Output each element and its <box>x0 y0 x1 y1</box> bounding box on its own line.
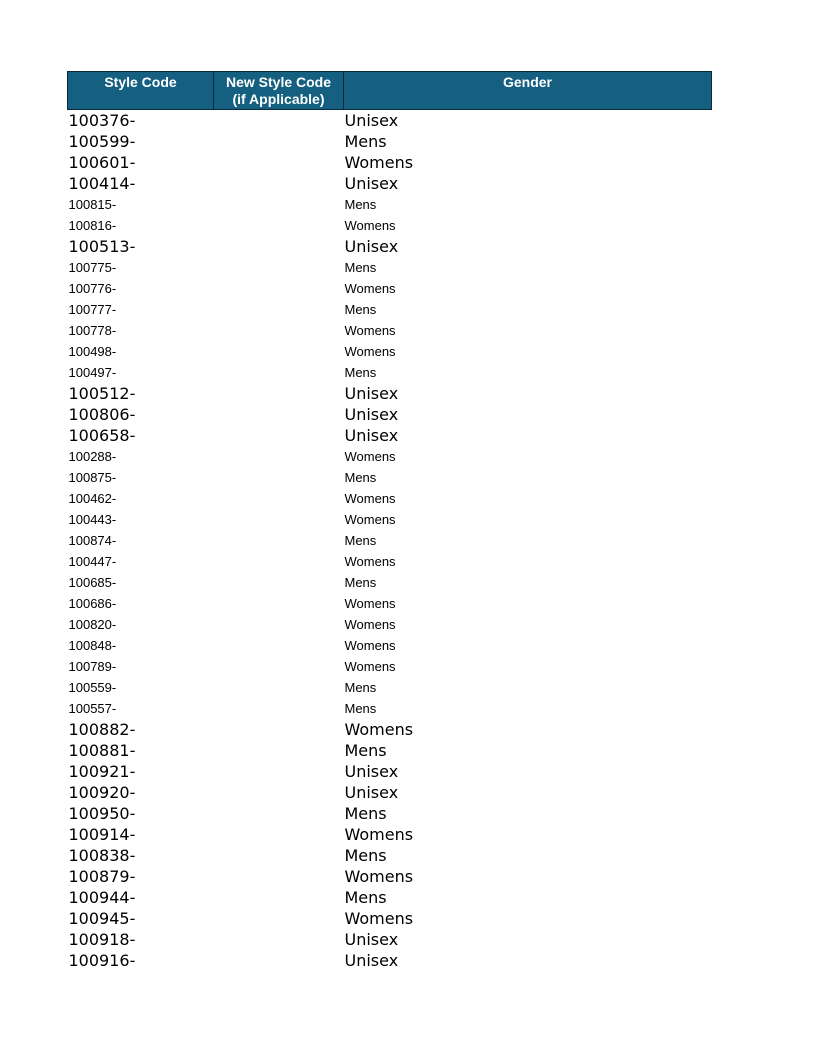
table-row <box>68 173 712 194</box>
style-code-cell[interactable]: 100875- <box>68 470 117 485</box>
new-style-code-cell[interactable] <box>214 110 344 132</box>
style-code-cell[interactable]: 100497- <box>68 365 117 380</box>
style-code-cell[interactable]: 100685- <box>68 575 117 590</box>
style-code-cell[interactable]: 100557- <box>68 701 117 716</box>
new-style-code-cell[interactable] <box>214 845 344 866</box>
table-row <box>68 278 712 299</box>
style-code-cell[interactable]: 100443- <box>68 512 117 527</box>
new-style-code-cell[interactable] <box>214 740 344 761</box>
style-code-table <box>67 71 712 971</box>
table-row <box>68 572 712 593</box>
table-row <box>68 845 712 866</box>
new-style-code-cell[interactable] <box>214 278 344 299</box>
new-style-code-cell[interactable] <box>214 341 344 362</box>
gender-cell[interactable]: Mens <box>344 260 377 275</box>
table-row <box>68 467 712 488</box>
gender-cell[interactable]: Womens <box>344 153 414 172</box>
table-row <box>68 257 712 278</box>
table-row <box>68 488 712 509</box>
new-style-code-cell[interactable] <box>214 593 344 614</box>
table-row <box>68 383 712 404</box>
new-style-code-cell[interactable] <box>214 572 344 593</box>
style-code-cell[interactable]: 100950- <box>68 804 136 823</box>
new-style-code-cell[interactable] <box>214 950 344 971</box>
table-row <box>68 131 712 152</box>
spreadsheet <box>67 71 711 971</box>
gender-cell[interactable]: Womens <box>344 512 396 527</box>
new-style-code-cell[interactable] <box>214 383 344 404</box>
new-style-code-cell[interactable] <box>214 614 344 635</box>
new-style-code-cell[interactable] <box>214 446 344 467</box>
new-style-code-cell[interactable] <box>214 530 344 551</box>
new-style-code-cell[interactable] <box>214 215 344 236</box>
gender-cell[interactable]: Unisex <box>344 405 399 424</box>
new-style-code-cell[interactable] <box>214 131 344 152</box>
table-row <box>68 656 712 677</box>
gender-cell[interactable]: Womens <box>344 323 396 338</box>
new-style-code-cell[interactable] <box>214 362 344 383</box>
table-row <box>68 677 712 698</box>
gender-cell[interactable]: Womens <box>344 554 396 569</box>
new-style-code-cell[interactable] <box>214 488 344 509</box>
style-code-cell[interactable]: 100775- <box>68 260 117 275</box>
new-style-code-cell[interactable] <box>214 551 344 572</box>
gender-cell[interactable]: Mens <box>344 470 377 485</box>
style-code-cell[interactable]: 100815- <box>68 197 117 212</box>
gender-cell[interactable]: Unisex <box>344 111 399 130</box>
style-code-cell[interactable]: 100288- <box>68 449 117 464</box>
new-style-code-cell[interactable] <box>214 677 344 698</box>
gender-cell[interactable]: Mens <box>344 888 387 907</box>
new-style-code-cell[interactable] <box>214 173 344 194</box>
new-style-code-cell[interactable] <box>214 257 344 278</box>
gender-cell[interactable]: Womens <box>344 449 396 464</box>
table-row <box>68 236 712 257</box>
new-style-code-cell[interactable] <box>214 152 344 173</box>
style-code-cell[interactable]: 100838- <box>68 846 136 865</box>
gender-cell[interactable]: Mens <box>344 680 377 695</box>
style-code-cell[interactable]: 100462- <box>68 491 117 506</box>
header-style-code-label: Style Code <box>104 74 177 90</box>
style-code-cell[interactable]: 100658- <box>68 426 136 445</box>
header-gender[interactable] <box>344 72 712 110</box>
gender-cell[interactable]: Unisex <box>344 426 399 445</box>
style-code-cell[interactable]: 100882- <box>68 720 136 739</box>
new-style-code-cell[interactable] <box>214 824 344 845</box>
gender-cell[interactable]: Womens <box>344 909 414 928</box>
new-style-code-cell[interactable] <box>214 425 344 446</box>
table-row <box>68 887 712 908</box>
style-code-cell[interactable]: 100599- <box>68 132 136 151</box>
gender-cell[interactable]: Mens <box>344 741 387 760</box>
header-new-style-code[interactable] <box>214 72 344 110</box>
gender-cell[interactable]: Womens <box>344 281 396 296</box>
new-style-code-cell[interactable] <box>214 929 344 950</box>
new-style-code-cell[interactable] <box>214 236 344 257</box>
style-code-cell[interactable]: 100945- <box>68 909 136 928</box>
gender-cell[interactable]: Unisex <box>344 384 399 403</box>
gender-cell[interactable]: Mens <box>344 575 377 590</box>
gender-cell[interactable]: Mens <box>344 197 377 212</box>
table-row <box>68 341 712 362</box>
table-row <box>68 866 712 887</box>
gender-cell[interactable]: Womens <box>344 218 396 233</box>
table-row <box>68 194 712 215</box>
table-row <box>68 425 712 446</box>
table-row <box>68 152 712 173</box>
gender-cell[interactable]: Unisex <box>344 783 399 802</box>
style-code-cell[interactable]: 100776- <box>68 281 117 296</box>
table-row <box>68 614 712 635</box>
table-row <box>68 782 712 803</box>
style-code-cell[interactable]: 100447- <box>68 554 117 569</box>
table-row <box>68 551 712 572</box>
gender-cell[interactable]: Mens <box>344 701 377 716</box>
table-row <box>68 908 712 929</box>
table-row <box>68 824 712 845</box>
new-style-code-cell[interactable] <box>214 782 344 803</box>
new-style-code-cell[interactable] <box>214 194 344 215</box>
table-row <box>68 509 712 530</box>
header-gender-label: Gender <box>502 74 552 90</box>
gender-cell[interactable]: Womens <box>344 825 414 844</box>
gender-cell[interactable]: Womens <box>344 617 396 632</box>
style-code-cell[interactable]: 100881- <box>68 741 136 760</box>
table-row <box>68 362 712 383</box>
table-row <box>68 761 712 782</box>
gender-cell[interactable]: Womens <box>344 344 396 359</box>
gender-cell[interactable]: Unisex <box>344 930 399 949</box>
header-new-style-code-line1: New Style Code <box>225 74 332 90</box>
new-style-code-cell[interactable] <box>214 698 344 719</box>
gender-cell[interactable]: Womens <box>344 659 396 674</box>
style-code-cell[interactable]: 100806- <box>68 405 136 424</box>
style-code-cell[interactable]: 100944- <box>68 888 136 907</box>
table-row <box>68 740 712 761</box>
gender-cell[interactable]: Womens <box>344 491 396 506</box>
table-row <box>68 593 712 614</box>
style-code-cell[interactable]: 100848- <box>68 638 117 653</box>
table-row <box>68 635 712 656</box>
header-new-style-code-line2: (if Applicable) <box>232 91 325 107</box>
style-code-cell[interactable]: 100914- <box>68 825 136 844</box>
style-code-cell[interactable]: 100376- <box>68 111 136 130</box>
style-code-cell[interactable]: 100498- <box>68 344 117 359</box>
style-code-cell[interactable]: 100414- <box>68 174 136 193</box>
header-row <box>68 72 712 110</box>
table-row <box>68 446 712 467</box>
table-row <box>68 530 712 551</box>
header-style-code[interactable] <box>68 72 214 110</box>
gender-cell[interactable]: Mens <box>344 533 377 548</box>
table-row <box>68 803 712 824</box>
new-style-code-cell[interactable] <box>214 719 344 740</box>
table-row <box>68 299 712 320</box>
new-style-code-cell[interactable] <box>214 803 344 824</box>
gender-cell[interactable]: Unisex <box>344 762 399 781</box>
gender-cell[interactable]: Unisex <box>344 174 399 193</box>
new-style-code-cell[interactable] <box>214 887 344 908</box>
style-code-cell[interactable]: 100559- <box>68 680 117 695</box>
new-style-code-cell[interactable] <box>214 509 344 530</box>
gender-cell[interactable]: Womens <box>344 720 414 739</box>
style-code-cell[interactable]: 100879- <box>68 867 136 886</box>
style-code-cell[interactable]: 100777- <box>68 302 117 317</box>
style-code-cell[interactable]: 100512- <box>68 384 136 403</box>
style-code-cell[interactable]: 100916- <box>68 951 136 970</box>
gender-cell[interactable]: Mens <box>344 132 387 151</box>
style-code-cell[interactable]: 100789- <box>68 659 117 674</box>
new-style-code-cell[interactable] <box>214 404 344 425</box>
table-row <box>68 698 712 719</box>
gender-cell[interactable]: Womens <box>344 638 396 653</box>
new-style-code-cell[interactable] <box>214 635 344 656</box>
style-code-cell[interactable]: 100874- <box>68 533 117 548</box>
gender-cell[interactable]: Mens <box>344 302 377 317</box>
style-code-cell[interactable]: 100513- <box>68 237 136 256</box>
new-style-code-cell[interactable] <box>214 320 344 341</box>
style-code-cell[interactable]: 100920- <box>68 783 136 802</box>
gender-cell[interactable]: Mens <box>344 804 387 823</box>
table-row <box>68 929 712 950</box>
new-style-code-cell[interactable] <box>214 908 344 929</box>
gender-cell[interactable]: Unisex <box>344 951 399 970</box>
style-code-cell[interactable]: 100686- <box>68 596 117 611</box>
new-style-code-cell[interactable] <box>214 467 344 488</box>
new-style-code-cell[interactable] <box>214 299 344 320</box>
table-row <box>68 950 712 971</box>
table-row <box>68 404 712 425</box>
table-row <box>68 320 712 341</box>
gender-cell[interactable]: Unisex <box>344 237 399 256</box>
table-body <box>68 110 712 972</box>
gender-cell[interactable]: Mens <box>344 365 377 380</box>
new-style-code-cell[interactable] <box>214 866 344 887</box>
gender-cell[interactable]: Mens <box>344 846 387 865</box>
table-row <box>68 719 712 740</box>
gender-cell[interactable]: Womens <box>344 867 414 886</box>
table-row <box>68 110 712 132</box>
style-code-cell[interactable]: 100918- <box>68 930 136 949</box>
table-row <box>68 215 712 236</box>
style-code-cell[interactable]: 100778- <box>68 323 117 338</box>
style-code-cell[interactable]: 100921- <box>68 762 136 781</box>
new-style-code-cell[interactable] <box>214 656 344 677</box>
gender-cell[interactable]: Womens <box>344 596 396 611</box>
style-code-cell[interactable]: 100601- <box>68 153 136 172</box>
style-code-cell[interactable]: 100820- <box>68 617 117 632</box>
style-code-cell[interactable]: 100816- <box>68 218 117 233</box>
new-style-code-cell[interactable] <box>214 761 344 782</box>
